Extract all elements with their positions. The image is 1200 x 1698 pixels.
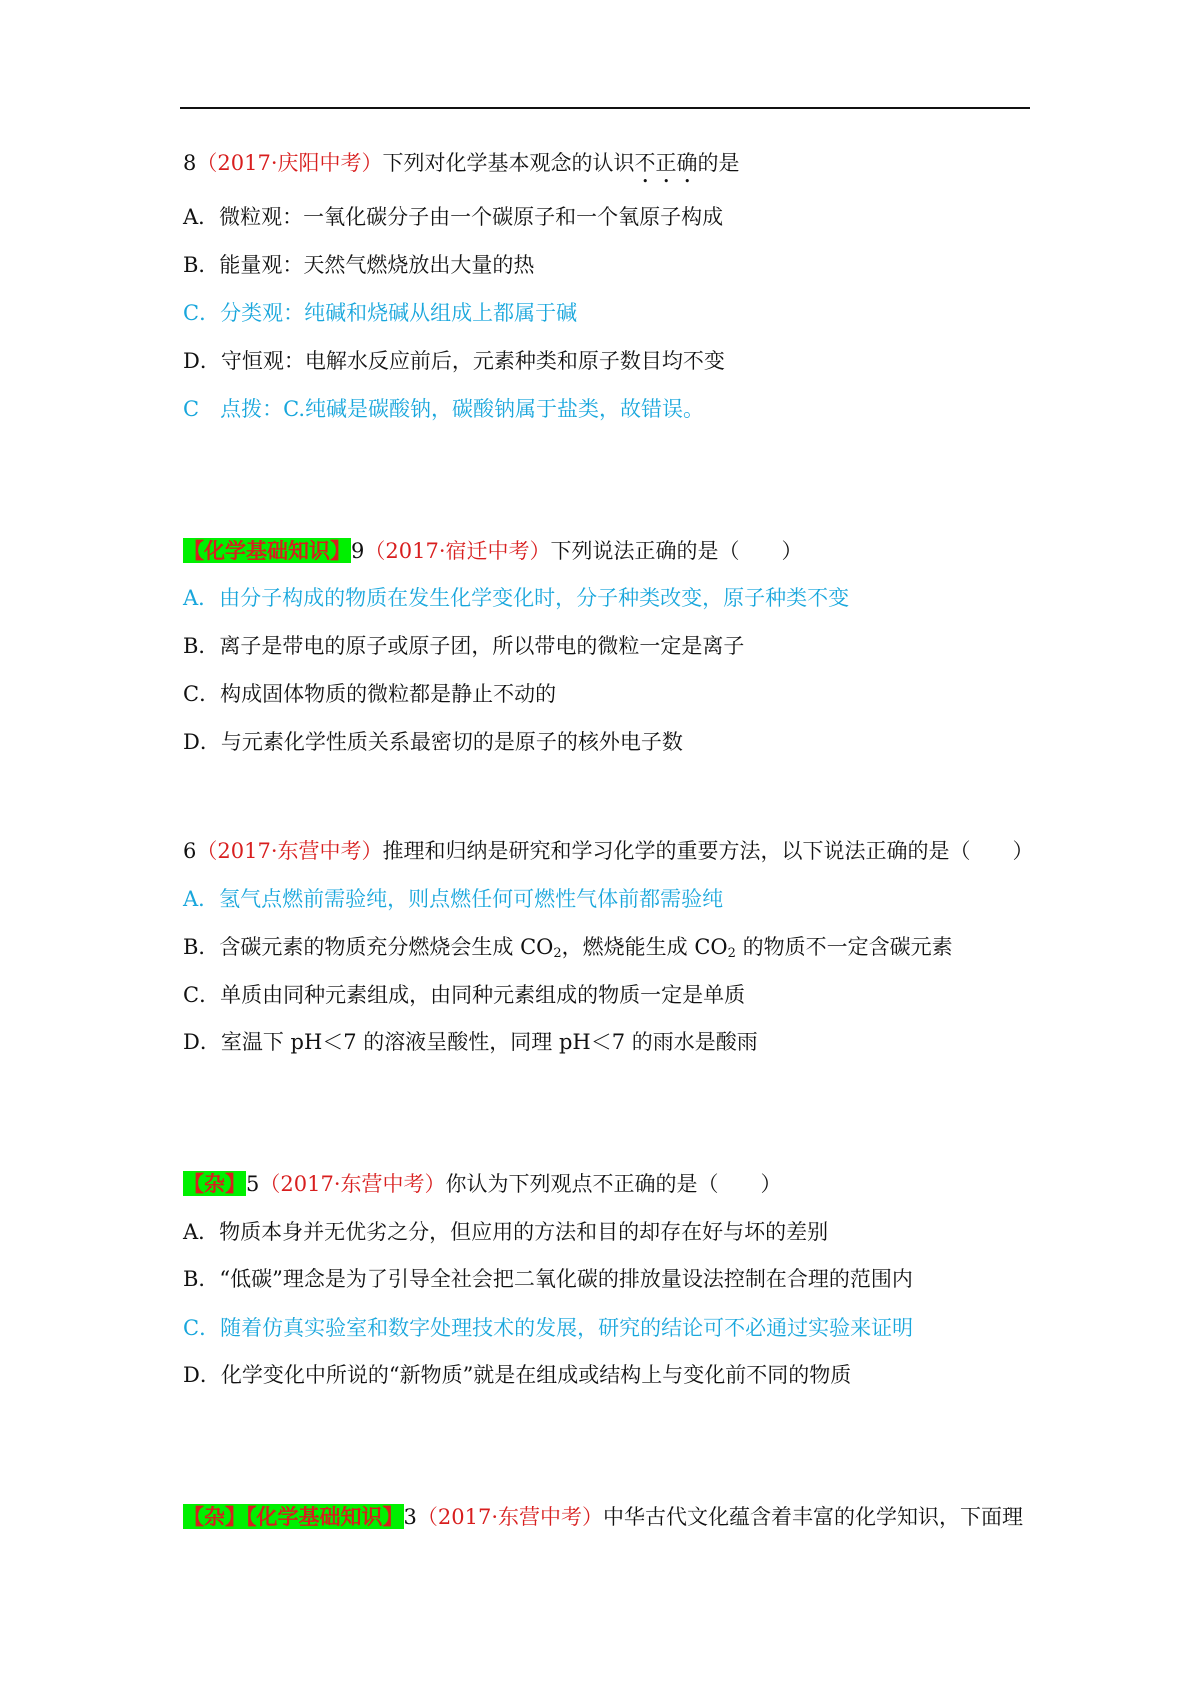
q3-stem — [183, 1502, 1043, 1532]
q9-option-b: B．离子是带电的原子或原子团，所以带电的微粒一定是离子 — [183, 634, 745, 658]
q5-stem-text: 你认为下列观点不正确的是（ ） — [445, 1172, 782, 1196]
q5-stem — [183, 1169, 1043, 1199]
q6-option-b-sub1: 2 — [553, 946, 562, 961]
header-rule — [180, 107, 1030, 109]
q9-option-a: A．由分子构成的物质在发生化学变化时，分子种类改变，原子种类不变 — [183, 586, 850, 610]
q6-option-d: D．室温下 pH＜7 的溶液呈酸性，同理 pH＜7 的雨水是酸雨 — [183, 1030, 758, 1054]
q3-stem-text: 中华古代文化蕴含着丰富的化学知识，下面理 — [603, 1505, 1023, 1529]
q8-option-a: A．微粒观：一氧化碳分子由一个碳原子和一个氧原子构成 — [183, 205, 724, 229]
q3-source: （2017·东营中考） — [416, 1505, 603, 1529]
q3-tag-2: 【化学基础知识】 — [246, 1504, 404, 1529]
q8-option-d: D．守恒观：电解水反应前后，元素种类和原子数目均不变 — [183, 349, 725, 373]
q8-stem — [183, 148, 1043, 178]
q5-option-a: A．物质本身并无优劣之分，但应用的方法和目的却存在好与坏的差别 — [183, 1220, 829, 1244]
q8-option-b: B．能量观：天然气燃烧放出大量的热 — [183, 253, 535, 277]
q5-number: 5 — [246, 1172, 260, 1196]
q6-source: （2017·东营中考） — [196, 839, 383, 863]
q9-source: （2017·宿迁中考） — [364, 539, 551, 563]
q9-stem — [183, 536, 1043, 566]
q6-option-a: A．氢气点燃前需验纯，则点燃任何可燃性气体前都需验纯 — [183, 887, 724, 911]
q6-option-b-part2: ，燃烧能生成 CO — [561, 935, 728, 959]
q5-source: （2017·东营中考） — [259, 1172, 446, 1196]
q8-source: （2017·庆阳中考） — [196, 151, 383, 175]
q6-option-b-sub2: 2 — [727, 946, 736, 961]
q9-option-c: C．构成固体物质的微粒都是静止不动的 — [183, 682, 557, 706]
q3-number: 3 — [403, 1505, 417, 1529]
q8-option-c: C．分类观：纯碱和烧碱从组成上都属于碱 — [183, 301, 578, 325]
q6-stem — [183, 836, 1043, 866]
q5-tag: 【杂】 — [183, 1171, 246, 1196]
q8-stem-after: 的是 — [697, 151, 740, 175]
q6-number: 6 — [183, 839, 197, 863]
q9-tag: 【化学基础知识】 — [183, 538, 351, 563]
q8-answer: C 点拨：C.纯碱是碳酸钠，碳酸钠属于盐类，故错误。 — [183, 397, 705, 421]
q9-stem-text: 下列说法正确的是（ ） — [550, 539, 803, 563]
q5-option-d: D．化学变化中所说的“新物质”就是在组成或结构上与变化前不同的物质 — [183, 1363, 852, 1387]
q9-number: 9 — [351, 539, 365, 563]
q6-option-c: C．单质由同种元素组成，由同种元素组成的物质一定是单质 — [183, 983, 746, 1007]
q3-tag-1: 【杂】 — [183, 1504, 246, 1529]
q6-option-b-part3: 的物质不一定含碳元素 — [735, 935, 953, 959]
q9-option-d: D．与元素化学性质关系最密切的是原子的核外电子数 — [183, 730, 683, 754]
q6-stem-text: 推理和归纳是研究和学习化学的重要方法，以下说法正确的是（ ） — [382, 839, 1034, 863]
q5-option-b: B．“低碳”理念是为了引导全社会把二氧化碳的排放量设法控制在合理的范围内 — [183, 1267, 913, 1291]
q6-option-b-part1: B．含碳元素的物质充分燃烧会生成 CO — [183, 935, 554, 959]
q6-option-b — [183, 932, 1043, 962]
q8-stem-emphasis: 不正确 — [634, 151, 698, 175]
q8-number: 8 — [183, 151, 197, 175]
q8-stem-before: 下列对化学基本观念的认识 — [382, 151, 635, 175]
q5-option-c: C．随着仿真实验室和数字处理技术的发展，研究的结论可不必通过实验来证明 — [183, 1316, 914, 1340]
